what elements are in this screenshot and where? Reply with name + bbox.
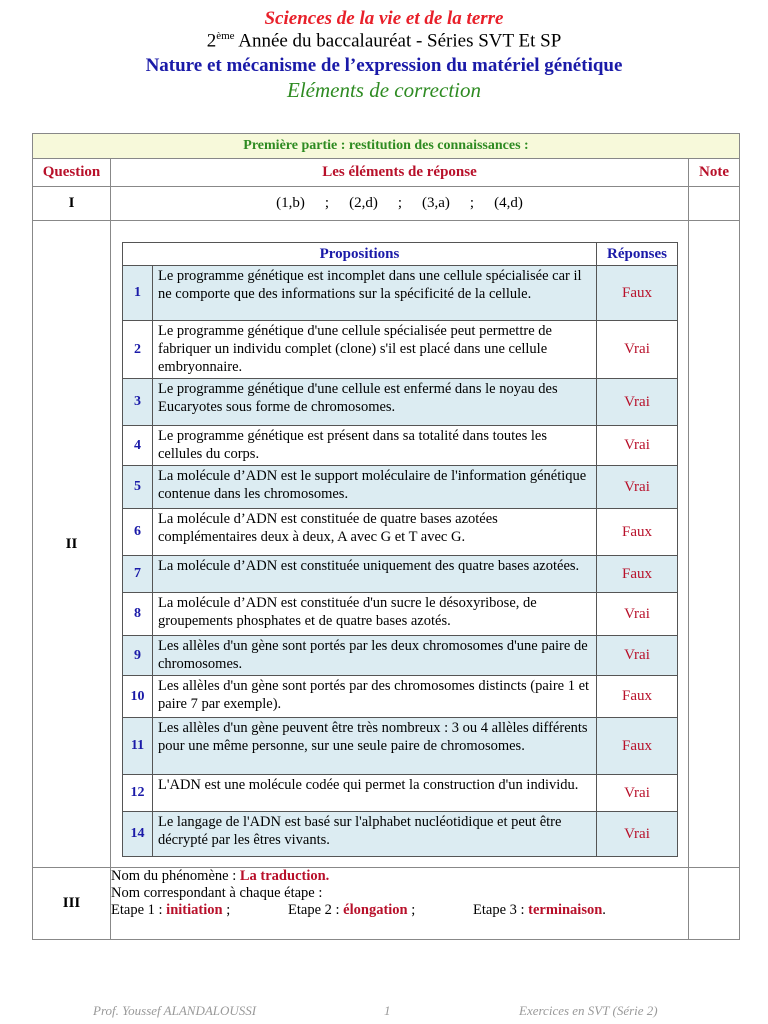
- footer-page-number: 1: [384, 1003, 391, 1018]
- step-3-value: terminaison: [528, 902, 603, 918]
- step-3: [473, 902, 606, 918]
- answer-pair: (3,a): [422, 195, 450, 211]
- steps-intro: Nom correspondant à chaque étape :: [111, 885, 323, 901]
- proposition-text: L'ADN est une molécule codée qui permet la construction d'un individu.: [153, 775, 597, 812]
- proposition-text: Les allèles d'un gène peuvent être très nombreux : 3 ou 4 allèles différents pour une même personne, sur une seule paire de chromosomes.: [153, 718, 597, 775]
- part-title: Première partie : restitution des connaissances :: [33, 134, 740, 159]
- level-line: [0, 30, 768, 52]
- proposition-number: 5: [123, 466, 153, 509]
- proposition-number: 6: [123, 509, 153, 556]
- step-2-label: Etape 2 :: [288, 902, 344, 918]
- propositions-header: Propositions: [123, 243, 597, 266]
- proposition-answer: Vrai: [597, 466, 678, 509]
- proposition-text: La molécule d’ADN est constituée d'un sucre le désoxyribose, de groupements phosphates et de quatre bases azotés.: [153, 593, 597, 636]
- proposition-number: 10: [123, 676, 153, 718]
- proposition-text: Le langage de l'ADN est basé sur l'alphabet nucléotidique et peut être décrypté par les êtres vivants.: [153, 812, 597, 857]
- proposition-answer: Vrai: [597, 593, 678, 636]
- footer-series: Exercices en SVT (Série 2): [519, 1003, 658, 1018]
- proposition-text: Le programme génétique est incomplet dans une cellule spécialisée car il ne comporte que des informations sur la spécificité de la cellule.: [153, 266, 597, 321]
- answer-pair: (2,d): [349, 195, 378, 211]
- question-label-I: I: [33, 187, 111, 221]
- separator: ;: [397, 195, 402, 211]
- proposition-number: 11: [123, 718, 153, 775]
- proposition-text: La molécule d’ADN est constituée de quatre bases azotées complémentaires deux à deux, A avec G et T avec G.: [153, 509, 597, 556]
- step-1-separator: ;: [222, 902, 231, 918]
- answer-III: [111, 868, 689, 940]
- column-header-answer: Les éléments de réponse: [111, 159, 689, 187]
- proposition-number: 4: [123, 426, 153, 466]
- propositions-table: [122, 242, 678, 857]
- level-number: 2: [206, 30, 217, 52]
- proposition-number: 9: [123, 636, 153, 676]
- proposition-answer: Vrai: [597, 379, 678, 426]
- answer-I: [111, 187, 689, 221]
- proposition-text: Les allèles d'un gène sont portés par des chromosomes distincts (paire 1 et paire 7 par exemple).: [153, 676, 597, 718]
- phenomenon-line: [111, 868, 688, 885]
- proposition-answer: Vrai: [597, 321, 678, 379]
- proposition-answer: Faux: [597, 556, 678, 593]
- proposition-number: 14: [123, 812, 153, 857]
- steps-line: [111, 902, 688, 919]
- document-title: Eléments de correction: [287, 78, 481, 102]
- note-cell: [689, 221, 740, 868]
- step-2-value: élongation: [343, 902, 408, 918]
- step-1-label: Etape 1 :: [111, 902, 167, 918]
- phenomenon-value: La traduction.: [239, 868, 330, 884]
- proposition-number: 2: [123, 321, 153, 379]
- step-2-separator: ;: [407, 902, 416, 918]
- proposition-number: 8: [123, 593, 153, 636]
- question-label-II: II: [33, 221, 111, 868]
- correction-table: [32, 133, 740, 940]
- note-cell: [689, 187, 740, 221]
- proposition-answer: Vrai: [597, 812, 678, 857]
- proposition-text: Les allèles d'un gène sont portés par les deux chromosomes d'une paire de chromosomes.: [153, 636, 597, 676]
- proposition-answer: Faux: [597, 266, 678, 321]
- chapter-title: Nature et mécanisme de l’expression du matériel génétique: [145, 55, 623, 76]
- proposition-answer: Faux: [597, 509, 678, 556]
- step-3-separator: .: [602, 902, 606, 918]
- subject-title: Sciences de la vie et de la terre: [264, 8, 504, 29]
- note-cell: [689, 868, 740, 940]
- level-superscript: ème: [216, 30, 235, 42]
- level-text: Année du baccalauréat - Séries SVT Et SP: [234, 30, 562, 52]
- step-1-value: initiation: [166, 902, 223, 918]
- column-header-question: Question: [33, 159, 111, 187]
- footer-author: Prof. Youssef ALANDALOUSSI: [93, 1003, 257, 1018]
- answer-pair: (4,d): [494, 195, 523, 211]
- proposition-text: Le programme génétique d'une cellule spécialisée peut permettre de fabriquer un individu complet (clone) s'il est placé dans une cellule embryonnaire.: [153, 321, 597, 379]
- proposition-answer: Vrai: [597, 636, 678, 676]
- step-2: [288, 902, 473, 919]
- phenomenon-label: Nom du phénomène :: [111, 868, 240, 884]
- proposition-text: La molécule d’ADN est le support moléculaire de l'information génétique contenue dans les chromosomes.: [153, 466, 597, 509]
- proposition-number: 1: [123, 266, 153, 321]
- step-1: [111, 902, 288, 919]
- proposition-number: 3: [123, 379, 153, 426]
- proposition-text: Le programme génétique est présent dans sa totalité dans toutes les cellules du corps.: [153, 426, 597, 466]
- proposition-answer: Faux: [597, 718, 678, 775]
- question-label-III: III: [33, 868, 111, 940]
- proposition-answer: Vrai: [597, 775, 678, 812]
- responses-header: Réponses: [597, 243, 678, 266]
- proposition-answer: Faux: [597, 676, 678, 718]
- answer-pair: (1,b): [276, 195, 305, 211]
- step-3-label: Etape 3 :: [473, 902, 529, 918]
- proposition-answer: Vrai: [597, 426, 678, 466]
- separator: ;: [469, 195, 475, 211]
- separator: ;: [324, 195, 330, 211]
- proposition-number: 7: [123, 556, 153, 593]
- column-header-note: Note: [689, 159, 740, 187]
- answer-II: [111, 221, 689, 868]
- proposition-text: La molécule d’ADN est constituée uniquement des quatre bases azotées.: [153, 556, 597, 593]
- proposition-text: Le programme génétique d'une cellule est enfermé dans le noyau des Eucaryotes sous forme de chromosomes.: [153, 379, 597, 426]
- proposition-number: 12: [123, 775, 153, 812]
